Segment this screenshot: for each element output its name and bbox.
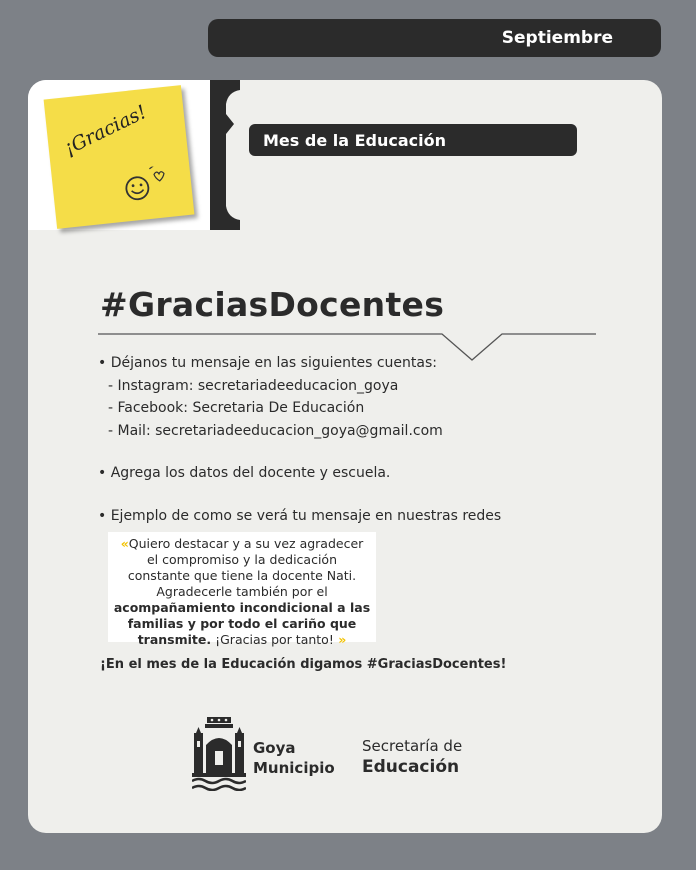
instruction-step-2: • Agrega los datos del docente y escuela. [98, 465, 391, 481]
quote-open-mark: « [120, 536, 129, 551]
municipality-crest-icon [192, 715, 246, 791]
instructions [98, 352, 638, 527]
hashtag-title: #GraciasDocentes [100, 285, 445, 324]
instruction-step-3: • Ejemplo de como se verá tu mensaje en nuestras redes [98, 507, 502, 524]
quote-close-mark: » [333, 632, 347, 647]
sticky-note-area [28, 80, 210, 230]
speech-bracket [210, 80, 240, 230]
quote-end: ¡Gracias por tanto! [211, 632, 334, 647]
municipality-line-1: Goya [253, 739, 296, 757]
main-card [28, 80, 662, 833]
quote-line-2: el compromiso y la dedicación [146, 552, 338, 567]
secretariat-line-2: Educación [362, 757, 460, 777]
month-banner [208, 19, 661, 57]
month-label: Septiembre [501, 28, 613, 48]
section-title: Mes de la Educación [263, 130, 446, 150]
secretariat-name [362, 736, 462, 778]
sticky-note [44, 85, 195, 229]
municipality-name [253, 738, 335, 778]
sticky-note-text: ¡Gracias! [60, 100, 151, 160]
section-title-pill [249, 124, 577, 156]
quote-line-4: Agradecerle también por el [156, 584, 328, 599]
quote-line-3: constante que tiene la docente Nati. [127, 568, 357, 583]
example-quote [108, 532, 376, 647]
quote-bold-3: transmite. [137, 632, 212, 647]
account-facebook: - Facebook: Secretaria De Educación [108, 400, 365, 416]
account-mail: - Mail: secretariadeeducacion_goya@gmail.com [108, 422, 443, 439]
municipality-line-2: Municipio [253, 759, 335, 777]
quote-bold-2: familias y por todo el cariño que [127, 616, 357, 631]
instruction-intro: • Déjanos tu mensaje en las siguientes cuentas: [98, 355, 437, 371]
secretariat-line-1: Secretaría de [362, 737, 463, 755]
smiley-icon [121, 165, 169, 205]
account-instagram: - Instagram: secretariadeeducacion_goya [108, 377, 399, 394]
quote-bold-1: acompañamiento incondicional a las [113, 600, 371, 615]
closing-line: ¡En el mes de la Educación digamos #GraciasDocentes! [100, 657, 507, 672]
quote-line-1: Quiero destacar y a su vez agradecer [128, 536, 364, 551]
